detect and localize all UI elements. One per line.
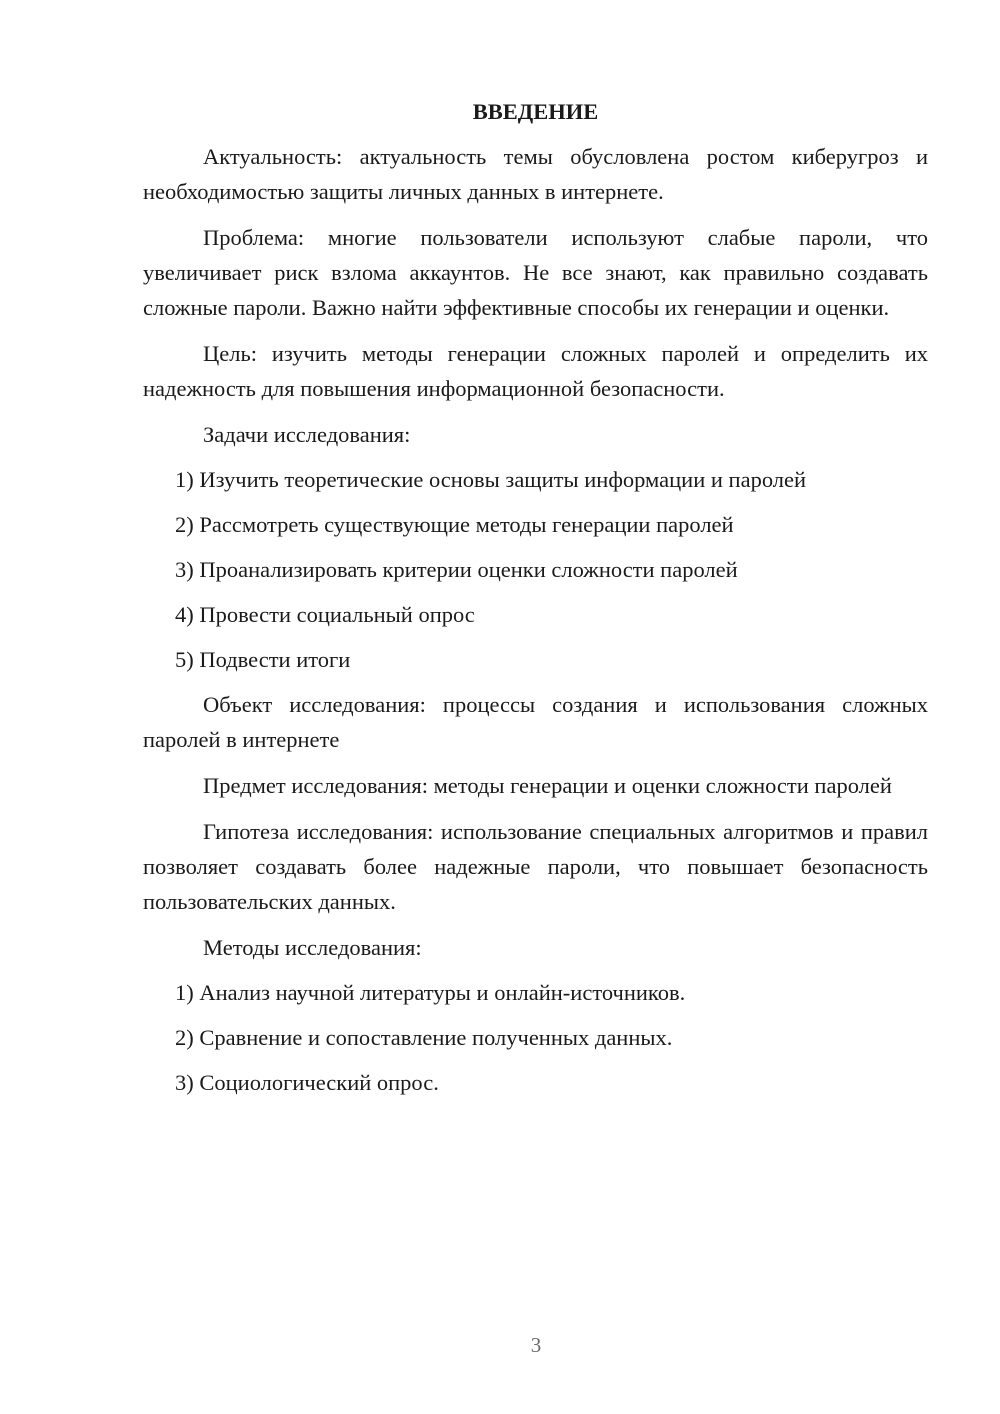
tasks-heading: Задачи исследования: [203, 422, 411, 447]
list-item: 3) Проанализировать критерии оценки сложности паролей [175, 557, 738, 582]
paragraph-hypothesis: Гипотеза исследования: использование специальных алгоритмов и правил позволяет создавать более надежные пароли, что повышает безопасность пользовательских данных. [143, 819, 928, 914]
methods-list [143, 975, 928, 1100]
list-item: 5) Подвести итоги [175, 647, 351, 672]
paragraph-goal: Цель: изучить методы генерации сложных паролей и определить их надежность для повышения информационной безопасности. [143, 341, 928, 401]
paragraph-relevance: Актуальность: актуальность темы обусловлена ростом киберугроз и необходимостью защиты личных данных в интернете. [143, 144, 928, 204]
list-item: 2) Рассмотреть существующие методы генерации паролей [175, 512, 734, 537]
list-item: 2) Сравнение и сопоставление полученных данных. [175, 1025, 673, 1050]
paragraph-subject: Предмет исследования: методы генерации и оценки сложности паролей [203, 773, 892, 798]
page-content [143, 94, 928, 1110]
list-item: 1) Изучить теоретические основы защиты информации и паролей [175, 467, 807, 492]
tasks-list [143, 462, 928, 677]
page-number: 3 [530, 1333, 542, 1357]
methods-heading: Методы исследования: [203, 935, 422, 960]
list-item: 4) Провести социальный опрос [175, 602, 475, 627]
list-item: 1) Анализ научной литературы и онлайн-источников. [175, 980, 686, 1005]
page-title: ВВЕДЕНИЕ [472, 99, 599, 124]
paragraph-object: Объект исследования: процессы создания и использования сложных паролей в интернете [143, 692, 928, 752]
list-item: 3) Социологический опрос. [175, 1070, 439, 1095]
paragraph-problem: Проблема: многие пользователи используют слабые пароли, что увеличивает риск взлома аккаунтов. Не все знают, как правильно создавать сложные пароли. Важно найти эффективные способы их генерации и оценки. [143, 225, 928, 320]
